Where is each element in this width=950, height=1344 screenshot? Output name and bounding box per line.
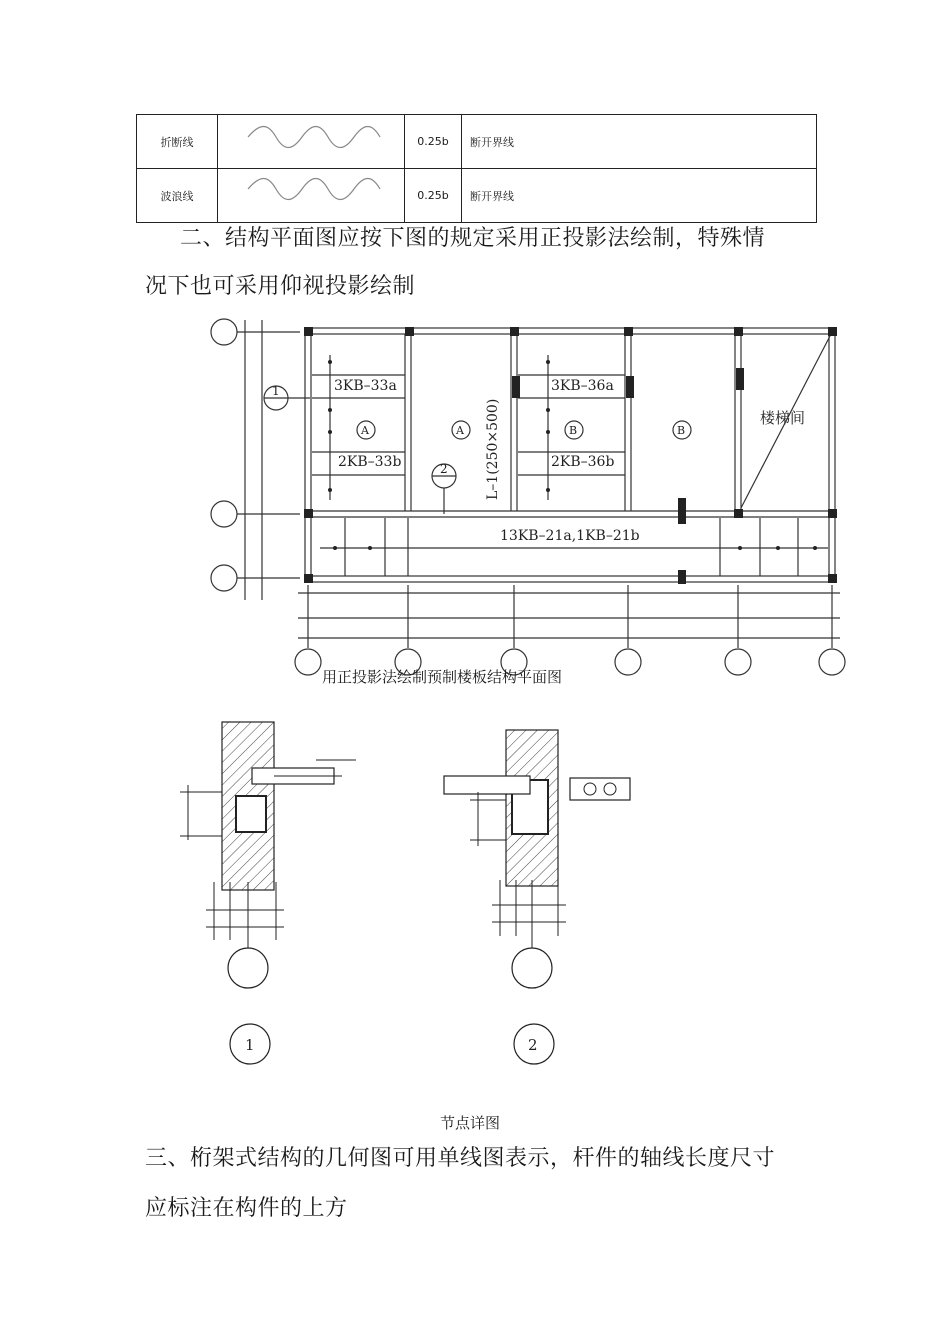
line-width-cell: 0.25b [405, 115, 462, 169]
slab-label: 2KB–36b [551, 454, 615, 470]
corridor-slab-label: 13KB–21a,1KB–21b [500, 528, 640, 544]
beam-label: L–1(250×500) [485, 398, 501, 500]
line-width-cell: 0.25b [405, 169, 462, 223]
detail-number: 2 [528, 1036, 538, 1054]
zone-label: B [677, 424, 686, 437]
figure-caption: 节点详图 [440, 1114, 501, 1132]
paragraph-line: 况下也可采用仰视投影绘制 [145, 274, 416, 299]
line-use-cell: 断开界线 [462, 115, 817, 169]
line-use-cell: 断开界线 [462, 169, 817, 223]
figure-caption: 用正投影法绘制预制楼板结构平面图 [322, 668, 563, 686]
paragraph-line: 二、结构平面图应按下图的规定采用正投影法绘制，特殊情 [180, 226, 766, 251]
zone-label: A [361, 424, 369, 437]
zone-label: B [569, 424, 578, 437]
zone-label: A [456, 424, 464, 437]
detail-callout-label: 1 [272, 384, 280, 398]
paragraph-line: 三、桁架式结构的几何图可用单线图表示，杆件的轴线长度尺寸 [145, 1146, 776, 1171]
slab-label: 3KB–33a [334, 378, 397, 394]
line-name-cell: 折断线 [137, 115, 218, 169]
detail-number: 1 [245, 1036, 255, 1054]
line-name-cell: 波浪线 [137, 169, 218, 223]
slab-label: 3KB–36a [551, 378, 614, 394]
detail-callout-label: 2 [440, 462, 448, 476]
slab-label: 2KB–33b [338, 454, 402, 470]
paragraph-line: 应标注在构件的上方 [145, 1196, 348, 1221]
stair-label: 楼梯间 [760, 409, 806, 427]
